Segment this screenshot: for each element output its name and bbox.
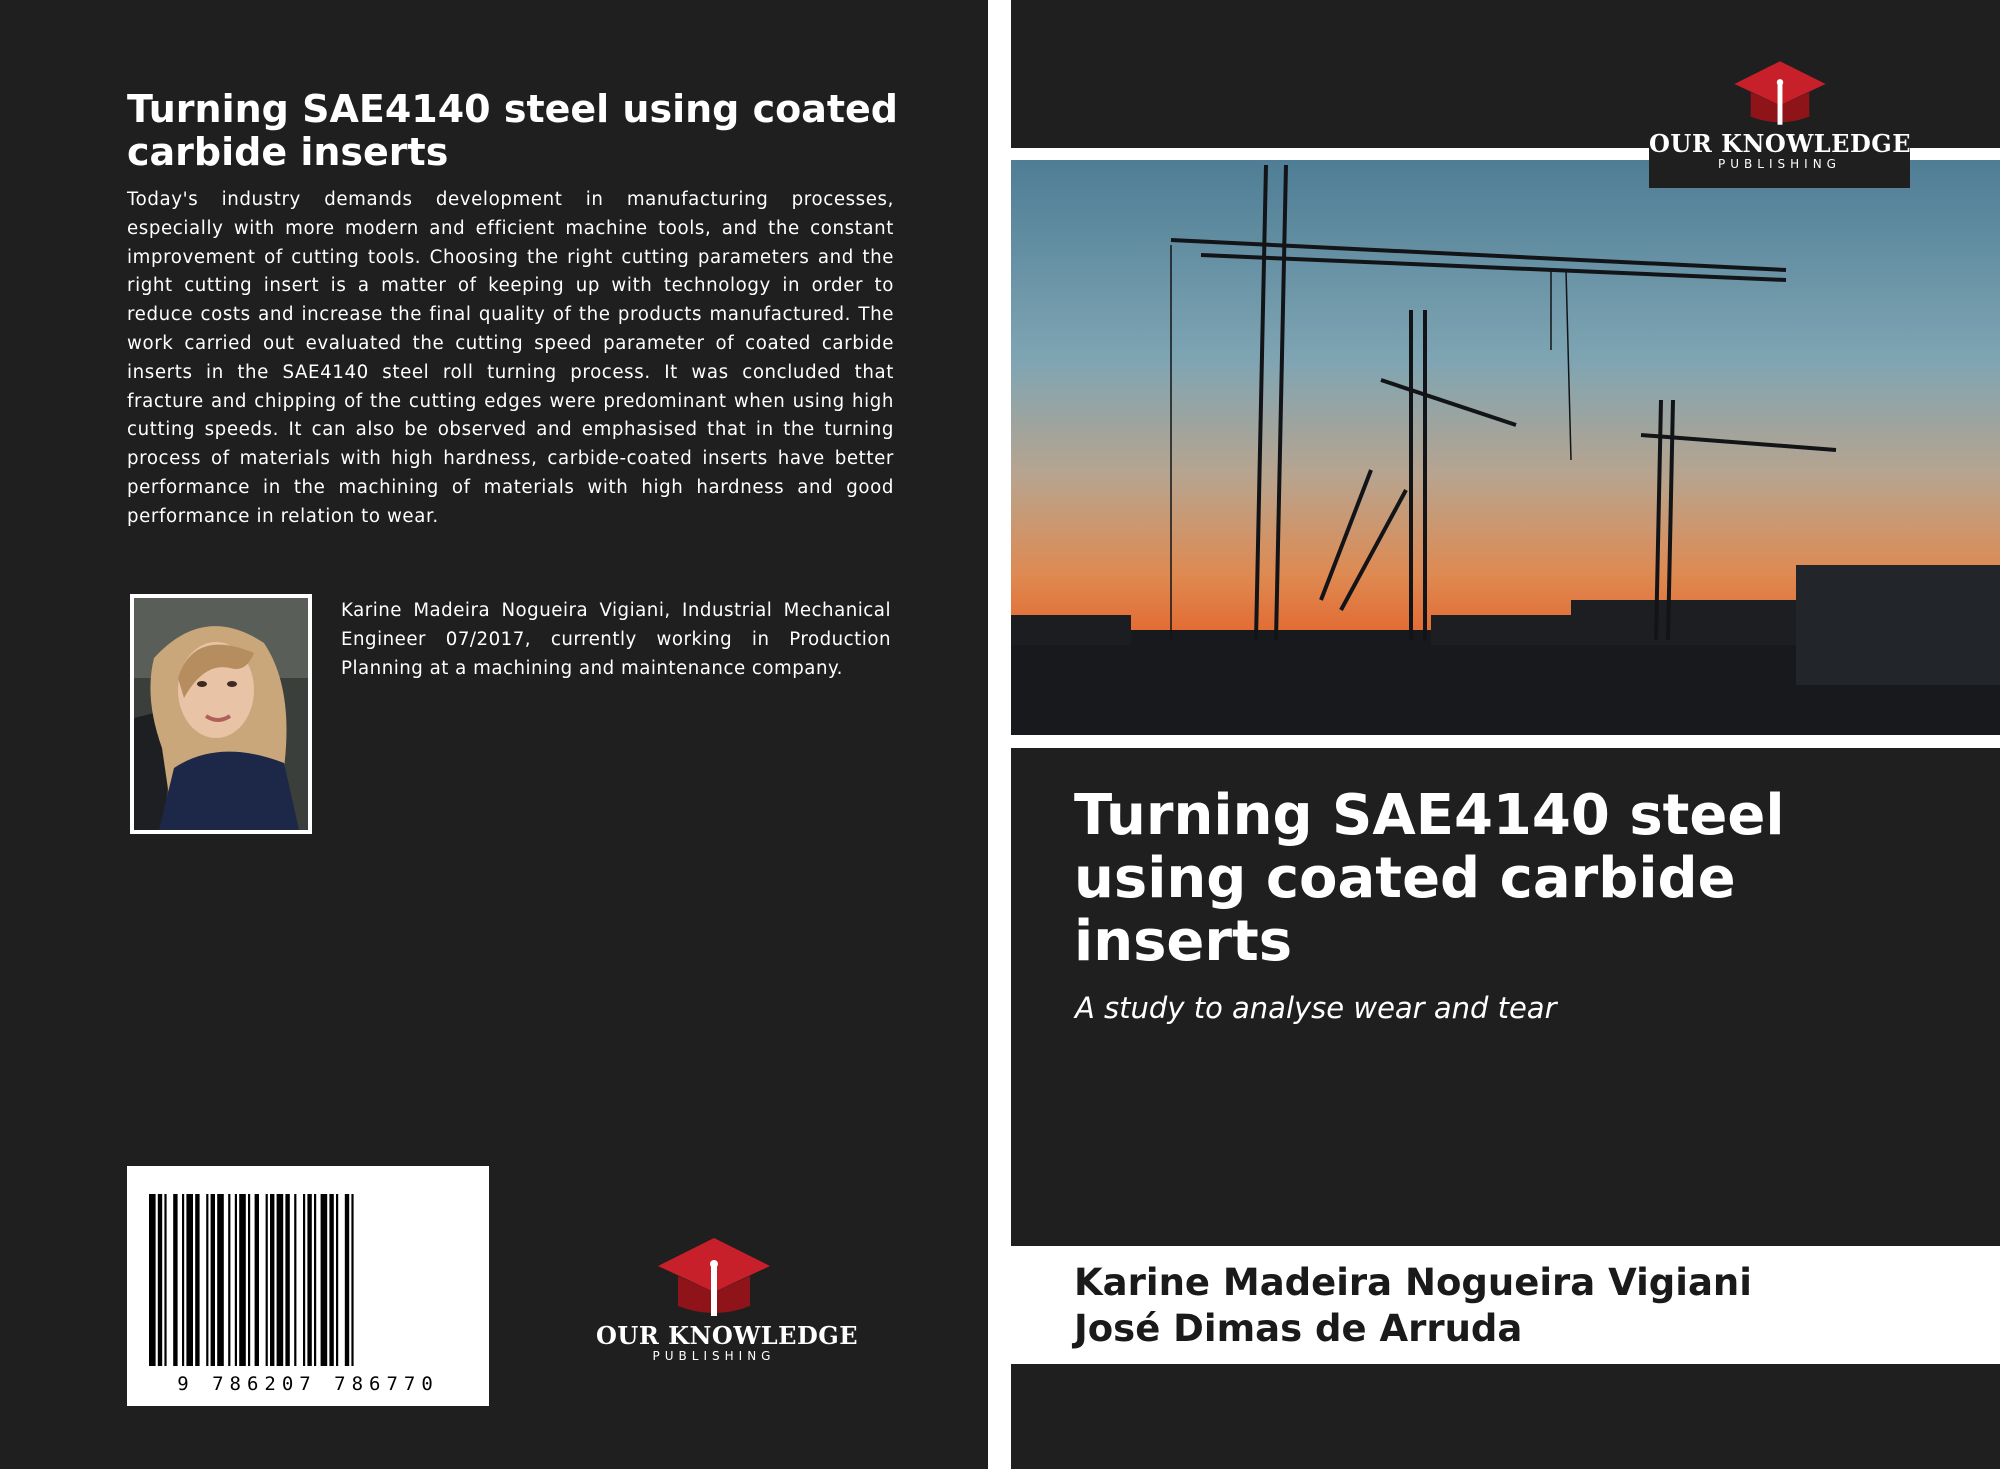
author-portrait — [134, 598, 308, 830]
back-publisher-logo — [596, 1234, 859, 1364]
front-cover-subtitle: A study to analyse wear and tear — [1075, 991, 1557, 1025]
back-cover-title: Turning SAE4140 steel using coated carbide inserts — [127, 87, 899, 174]
barcode — [127, 1166, 489, 1406]
back-cover-blurb: Today's industry demands development in manufacturing processes, especially with more modern and efficient machine tools, and the constant improvement of cutting tools. Choosing the right cutting parameters and the right cutting insert is a matter of keeping up with technology in order to reduce costs and increase the final quality of the products manufactured. The work carried out evaluated the cutting speed parameter of coated carbide inserts in the SAE4140 steel roll turning process. It was concluded that fracture and chipping of the cutting edges were predominant when using high cutting speeds. It can also be observed and emphasised that in the turning process of materials with high hardness, carbide-coated inserts have better performance in the machining of materials with high hardness and good performance in relation to wear. — [127, 189, 894, 527]
graduation-cap-logo-icon — [654, 1234, 774, 1320]
front-cover-authors — [1074, 1260, 1752, 1352]
front-publisher-name: OUR KNOWLEDGE — [1649, 129, 1912, 158]
author-photo — [130, 594, 312, 834]
front-cover-title: Turning SAE4140 steel using coated carbide inserts — [1074, 783, 1785, 974]
crane-skyline-photo — [1011, 160, 2000, 735]
back-publisher-name: OUR KNOWLEDGE — [596, 1321, 859, 1350]
author-name-1: Karine Madeira Nogueira Vigiani — [1074, 1261, 1752, 1304]
isbn-number: 9 786207 786770 — [177, 1373, 439, 1395]
author-bio: Karine Madeira Nogueira Vigiani, Industrial Mechanical Engineer 07/2017, currently working in Production Planning at a machining and maintenance company. — [341, 600, 891, 679]
front-cover-photo — [1011, 160, 2000, 735]
author-name-2: José Dimas de Arruda — [1074, 1307, 1523, 1350]
front-publisher-sub: PUBLISHING — [1718, 157, 1841, 171]
front-bottom-band — [1011, 1364, 2000, 1469]
graduation-cap-logo-icon — [1720, 58, 1840, 128]
front-publisher-logo — [1649, 58, 1910, 172]
back-publisher-sub: PUBLISHING — [652, 1349, 776, 1363]
